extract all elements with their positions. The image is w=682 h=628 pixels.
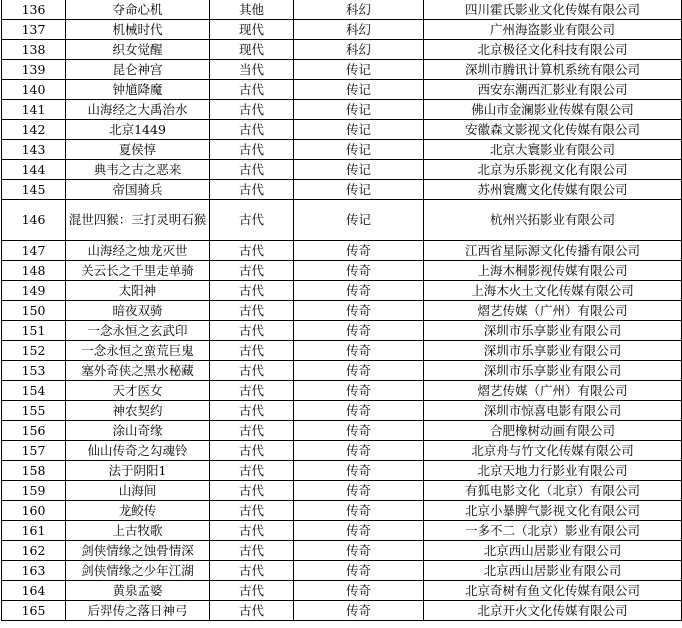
cell-number: 150 bbox=[2, 301, 66, 321]
cell-company: 北京为乐影视文化有限公司 bbox=[424, 160, 682, 180]
cell-company: 深圳市乐享影业有限公司 bbox=[424, 341, 682, 361]
cell-title: 黄泉孟婆 bbox=[66, 581, 210, 601]
cell-company: 深圳市乐享影业有限公司 bbox=[424, 361, 682, 381]
cell-era: 古代 bbox=[210, 581, 294, 601]
cell-era: 古代 bbox=[210, 321, 294, 341]
cell-number: 163 bbox=[2, 561, 66, 581]
cell-title: 剑侠情缘之蚀骨情深 bbox=[66, 541, 210, 561]
cell-number: 165 bbox=[2, 601, 66, 621]
cell-title: 昆仑神宫 bbox=[66, 60, 210, 80]
cell-company: 北京极径文化科技有限公司 bbox=[424, 40, 682, 60]
table-row bbox=[2, 341, 682, 361]
cell-title: 山海经之烛龙灭世 bbox=[66, 241, 210, 261]
cell-number: 159 bbox=[2, 481, 66, 501]
cell-genre: 传奇 bbox=[294, 301, 424, 321]
table-row bbox=[2, 40, 682, 60]
cell-company: 深圳市惊喜电影有限公司 bbox=[424, 401, 682, 421]
cell-era: 古代 bbox=[210, 601, 294, 621]
cell-title: 一念永恒之玄武印 bbox=[66, 321, 210, 341]
cell-number: 139 bbox=[2, 60, 66, 80]
cell-era: 古代 bbox=[210, 281, 294, 301]
table-row bbox=[2, 281, 682, 301]
cell-number: 155 bbox=[2, 401, 66, 421]
cell-era: 其他 bbox=[210, 0, 294, 20]
cell-era: 古代 bbox=[210, 461, 294, 481]
cell-company: 北京西山居影业有限公司 bbox=[424, 541, 682, 561]
cell-era: 当代 bbox=[210, 60, 294, 80]
cell-company: 杭州兴拓影业有限公司 bbox=[424, 200, 682, 241]
cell-number: 144 bbox=[2, 160, 66, 180]
table-row bbox=[2, 441, 682, 461]
cell-company: 上海木火土文化传媒有限公司 bbox=[424, 281, 682, 301]
cell-era: 现代 bbox=[210, 40, 294, 60]
table-row bbox=[2, 561, 682, 581]
cell-era: 古代 bbox=[210, 541, 294, 561]
cell-genre: 传奇 bbox=[294, 341, 424, 361]
cell-number: 161 bbox=[2, 521, 66, 541]
cell-number: 153 bbox=[2, 361, 66, 381]
cell-era: 古代 bbox=[210, 241, 294, 261]
table-row bbox=[2, 581, 682, 601]
cell-company: 安徽森文影视文化传媒有限公司 bbox=[424, 120, 682, 140]
cell-era: 古代 bbox=[210, 561, 294, 581]
cell-number: 157 bbox=[2, 441, 66, 461]
table-row bbox=[2, 241, 682, 261]
cell-company: 有狐电影文化（北京）有限公司 bbox=[424, 481, 682, 501]
cell-genre: 传奇 bbox=[294, 561, 424, 581]
table-row bbox=[2, 200, 682, 241]
cell-title: 上古牧歌 bbox=[66, 521, 210, 541]
cell-number: 156 bbox=[2, 421, 66, 441]
cell-genre: 传记 bbox=[294, 200, 424, 241]
cell-number: 148 bbox=[2, 261, 66, 281]
cell-number: 140 bbox=[2, 80, 66, 100]
cell-title: 机械时代 bbox=[66, 20, 210, 40]
cell-era: 古代 bbox=[210, 381, 294, 401]
table-row bbox=[2, 160, 682, 180]
cell-genre: 传奇 bbox=[294, 581, 424, 601]
cell-genre: 传记 bbox=[294, 180, 424, 200]
cell-genre: 传奇 bbox=[294, 361, 424, 381]
cell-company: 西安东潮西汇影业有限公司 bbox=[424, 80, 682, 100]
cell-era: 古代 bbox=[210, 441, 294, 461]
cell-number: 154 bbox=[2, 381, 66, 401]
table-row bbox=[2, 381, 682, 401]
cell-title: 神农契约 bbox=[66, 401, 210, 421]
cell-title: 织女觉醒 bbox=[66, 40, 210, 60]
cell-company: 北京小暴脾气影视文化有限公司 bbox=[424, 501, 682, 521]
cell-number: 137 bbox=[2, 20, 66, 40]
cell-number: 138 bbox=[2, 40, 66, 60]
cell-title: 山海间 bbox=[66, 481, 210, 501]
table-row bbox=[2, 301, 682, 321]
cell-genre: 传奇 bbox=[294, 281, 424, 301]
cell-number: 143 bbox=[2, 140, 66, 160]
cell-number: 152 bbox=[2, 341, 66, 361]
cell-company: 四川霍氏影业文化传媒有限公司 bbox=[424, 0, 682, 20]
cell-genre: 传奇 bbox=[294, 461, 424, 481]
cell-number: 141 bbox=[2, 100, 66, 120]
table-row bbox=[2, 481, 682, 501]
cell-company: 北京奇树有鱼文化传媒有限公司 bbox=[424, 581, 682, 601]
table-row bbox=[2, 120, 682, 140]
cell-company: 熠艺传媒（广州）有限公司 bbox=[424, 301, 682, 321]
cell-genre: 传记 bbox=[294, 100, 424, 120]
cell-era: 古代 bbox=[210, 180, 294, 200]
cell-title: 关云长之千里走单骑 bbox=[66, 261, 210, 281]
cell-company: 佛山市金澜影业传媒有限公司 bbox=[424, 100, 682, 120]
cell-title: 北京1449 bbox=[66, 120, 210, 140]
cell-genre: 传奇 bbox=[294, 421, 424, 441]
cell-title: 帝国骑兵 bbox=[66, 180, 210, 200]
cell-era: 古代 bbox=[210, 421, 294, 441]
cell-number: 162 bbox=[2, 541, 66, 561]
cell-genre: 传奇 bbox=[294, 321, 424, 341]
cell-number: 145 bbox=[2, 180, 66, 200]
table-row bbox=[2, 501, 682, 521]
cell-title: 太阳神 bbox=[66, 281, 210, 301]
table-row bbox=[2, 361, 682, 381]
table-row bbox=[2, 601, 682, 621]
cell-number: 164 bbox=[2, 581, 66, 601]
cell-title: 剑侠情缘之少年江湖 bbox=[66, 561, 210, 581]
cell-company: 江西省星际源文化传播有限公司 bbox=[424, 241, 682, 261]
table-row bbox=[2, 180, 682, 200]
cell-company: 熠艺传媒（广州）有限公司 bbox=[424, 381, 682, 401]
cell-title: 夺命心机 bbox=[66, 0, 210, 20]
table-row bbox=[2, 421, 682, 441]
cell-genre: 传奇 bbox=[294, 241, 424, 261]
cell-genre: 传奇 bbox=[294, 441, 424, 461]
cell-number: 142 bbox=[2, 120, 66, 140]
cell-title: 涂山奇缘 bbox=[66, 421, 210, 441]
cell-era: 古代 bbox=[210, 160, 294, 180]
cell-company: 上海木桐影视传媒有限公司 bbox=[424, 261, 682, 281]
table-row bbox=[2, 461, 682, 481]
cell-genre: 传奇 bbox=[294, 501, 424, 521]
table-row bbox=[2, 0, 682, 20]
cell-company: 苏州寰鹰文化传媒有限公司 bbox=[424, 180, 682, 200]
cell-number: 158 bbox=[2, 461, 66, 481]
cell-company: 北京天地力行影业有限公司 bbox=[424, 461, 682, 481]
cell-company: 合肥橡树动画有限公司 bbox=[424, 421, 682, 441]
cell-title: 夏侯惇 bbox=[66, 140, 210, 160]
table-row bbox=[2, 261, 682, 281]
cell-title: 山海经之大禹治水 bbox=[66, 100, 210, 120]
cell-company: 北京大寰影业有限公司 bbox=[424, 140, 682, 160]
cell-genre: 科幻 bbox=[294, 20, 424, 40]
cell-era: 古代 bbox=[210, 261, 294, 281]
cell-number: 147 bbox=[2, 241, 66, 261]
cell-era: 现代 bbox=[210, 20, 294, 40]
cell-era: 古代 bbox=[210, 140, 294, 160]
cell-title: 龙鲛传 bbox=[66, 501, 210, 521]
cell-era: 古代 bbox=[210, 481, 294, 501]
cell-title: 塞外奇侠之黑水秘藏 bbox=[66, 361, 210, 381]
cell-title: 典韦之古之恶来 bbox=[66, 160, 210, 180]
cell-genre: 科幻 bbox=[294, 0, 424, 20]
cell-title: 一念永恒之蛮荒巨鬼 bbox=[66, 341, 210, 361]
table-row bbox=[2, 321, 682, 341]
cell-era: 古代 bbox=[210, 120, 294, 140]
cell-genre: 传奇 bbox=[294, 261, 424, 281]
cell-number: 149 bbox=[2, 281, 66, 301]
cell-era: 古代 bbox=[210, 301, 294, 321]
cell-genre: 传记 bbox=[294, 80, 424, 100]
cell-era: 古代 bbox=[210, 200, 294, 241]
cell-genre: 传奇 bbox=[294, 381, 424, 401]
cell-title: 暗夜双骑 bbox=[66, 301, 210, 321]
cell-title: 后羿传之落日神弓 bbox=[66, 601, 210, 621]
cell-title: 仙山传奇之勾魂铃 bbox=[66, 441, 210, 461]
table-row bbox=[2, 541, 682, 561]
cell-era: 古代 bbox=[210, 341, 294, 361]
cell-genre: 传奇 bbox=[294, 481, 424, 501]
cell-number: 151 bbox=[2, 321, 66, 341]
cell-company: 深圳市腾讯计算机系统有限公司 bbox=[424, 60, 682, 80]
cell-genre: 传奇 bbox=[294, 401, 424, 421]
cell-genre: 传奇 bbox=[294, 541, 424, 561]
cell-era: 古代 bbox=[210, 521, 294, 541]
cell-era: 古代 bbox=[210, 80, 294, 100]
cell-title: 法于阴阳1 bbox=[66, 461, 210, 481]
cell-company: 北京西山居影业有限公司 bbox=[424, 561, 682, 581]
table-row bbox=[2, 60, 682, 80]
table-row bbox=[2, 80, 682, 100]
cell-genre: 传记 bbox=[294, 160, 424, 180]
cell-genre: 传记 bbox=[294, 120, 424, 140]
cell-company: 广州海盗影业有限公司 bbox=[424, 20, 682, 40]
cell-title: 天才医女 bbox=[66, 381, 210, 401]
table-row bbox=[2, 100, 682, 120]
cell-era: 古代 bbox=[210, 501, 294, 521]
cell-title: 钟馗降魔 bbox=[66, 80, 210, 100]
cell-era: 古代 bbox=[210, 361, 294, 381]
cell-number: 160 bbox=[2, 501, 66, 521]
table-row bbox=[2, 401, 682, 421]
cell-company: 北京舟与竹文化传媒有限公司 bbox=[424, 441, 682, 461]
cell-genre: 传奇 bbox=[294, 601, 424, 621]
cell-era: 古代 bbox=[210, 100, 294, 120]
table-row bbox=[2, 140, 682, 160]
cell-company: 北京开火文化传媒有限公司 bbox=[424, 601, 682, 621]
cell-number: 146 bbox=[2, 200, 66, 241]
cell-era: 古代 bbox=[210, 401, 294, 421]
cell-genre: 科幻 bbox=[294, 40, 424, 60]
film-list-table bbox=[1, 0, 682, 621]
table-body bbox=[2, 0, 682, 621]
table-row bbox=[2, 521, 682, 541]
cell-title: 混世四猴：三打灵明石猴 bbox=[66, 200, 210, 241]
cell-genre: 传奇 bbox=[294, 521, 424, 541]
table-row bbox=[2, 20, 682, 40]
cell-genre: 传记 bbox=[294, 140, 424, 160]
cell-number: 136 bbox=[2, 0, 66, 20]
cell-company: 一多不二（北京）影业有限公司 bbox=[424, 521, 682, 541]
cell-company: 深圳市乐享影业有限公司 bbox=[424, 321, 682, 341]
cell-genre: 传记 bbox=[294, 60, 424, 80]
